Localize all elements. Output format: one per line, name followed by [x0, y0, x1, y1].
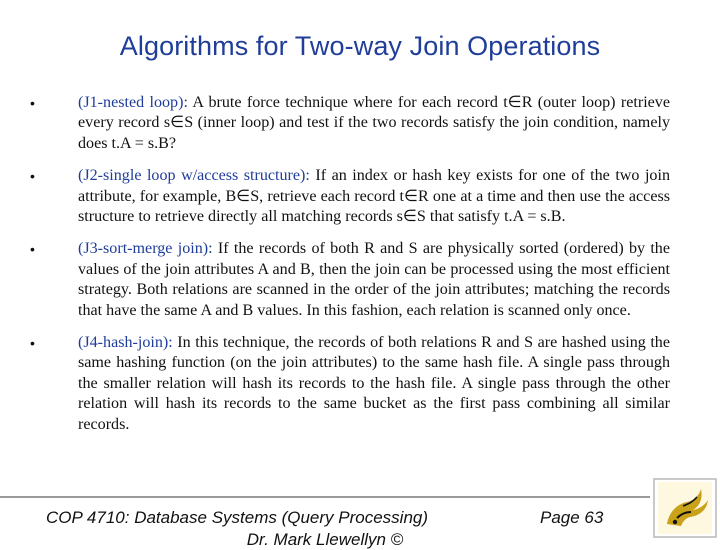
item-label: (J4-hash-join): [78, 334, 173, 352]
item-text: If an index or hash key exists for one of the two join attribute, for example, B∈S, retrieve each record t∈R one at a time and then use the access structure to retrieve directly all matching records s∈S that satisfy t.A = s.B. [78, 167, 670, 226]
footer-divider [0, 496, 650, 498]
item-label: (J1-nested loop): [78, 94, 188, 111]
footer-page-number: Page 63 [540, 508, 604, 527]
bullet-item-j3 [30, 239, 670, 321]
footer-author: Dr. Mark Llewellyn © [246, 530, 404, 549]
bullet-icon: • [30, 335, 35, 352]
item-text: If the records of both R and S are physically sorted (ordered) by the values of the join attributes A and B, then the join can be processed using the most efficient strategy. Both relations are scanned in the order of the join attributes; matching the records that have the same A and B values. In this fashion, each relation is scanned only once. [78, 240, 670, 319]
bullet-item-j1 [30, 93, 670, 154]
bullet-icon: • [30, 241, 35, 258]
bullet-item-j4 [30, 333, 670, 435]
item-text: A brute force technique where for each record t∈R (outer loop) retrieve every record s∈S (inner loop) and test if the two records satisfy the join condition, namely does t.A = s.B? [78, 94, 670, 152]
bullet-item-j2 [30, 166, 670, 227]
item-label: (J3-sort-merge join): [78, 240, 213, 258]
item-text: In this technique, the records of both relations R and S are hashed using the same hashing function (on the join attributes) to the same hash file. A single pass through the smaller relation will hash its records to the hash file. A single pass through the other relation will hash its records to the same bucket as the first pass combining all similar records. [78, 334, 670, 433]
bullet-list [30, 93, 670, 447]
bullet-icon: • [30, 168, 35, 185]
bullet-icon: • [30, 95, 35, 111]
slide-title: Algorithms for Two-way Join Operations [119, 31, 601, 61]
footer-course: COP 4710: Database Systems (Query Processing) [46, 508, 429, 527]
item-label: (J2-single loop w/access structure): [78, 167, 310, 185]
ucf-pegasus-logo-icon [653, 478, 717, 538]
